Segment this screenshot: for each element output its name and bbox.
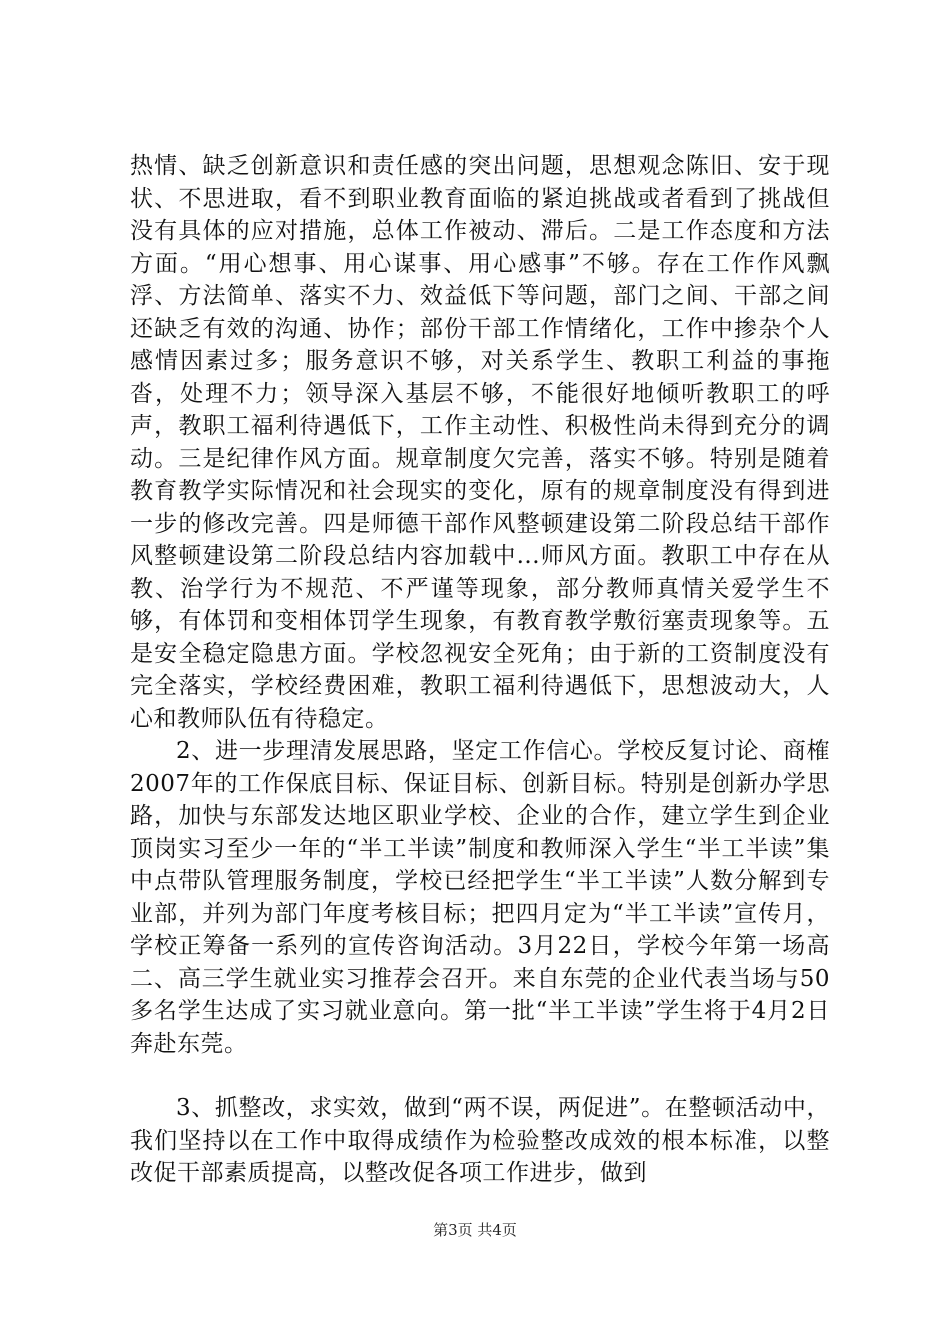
page-footer: 第3页 共4页 <box>433 1221 517 1239</box>
paragraph-continuation: 热情、缺乏创新意识和责任感的突出问题，思想观念陈旧、安于现状、不思进取，看不到职业教育面临的紧迫挑战或者看到了挑战但没有具体的应对措施，总体工作被动、滞后。二是工作态度和方法方面。“用心想事、用心谋事、用心感事”不够。存在工作作风飘浮、方法简单、落实不力、效益低下等问题，部门之间、干部之间还缺乏有效的沟通、协作；部份干部工作情绪化，工作中掺杂个人感情因素过多；服务意识不够，对关系学生、教职工利益的事拖沓，处理不力；领导深入基层不够，不能很好地倾听教职工的呼声，教职工福利待遇低下，工作主动性、积极性尚未得到充分的调动。三是纪律作风方面。规章制度欠完善，落实不够。特别是随着教育教学实际情况和社会现实的变化，原有的规章制度没有得到进一步的修改完善。四是师德干部作风整顿建设第二阶段总结干部作风整顿建设第二阶段总结内容加载中...师风方面。教职工中存在从教、治学行为不规范、不严谨等现象，部分教师真情关爱学生不够，有体罚和变相体罚学生现象，有教育教学敷衍塞责现象等。五是安全稳定隐患方面。学校忽视安全死角；由于新的工资制度没有完全落实，学校经费困难，教职工福利待遇低下，思想波动大，人心和教师队伍有待稳定。 <box>130 153 830 732</box>
paragraph-spacer <box>130 1060 830 1092</box>
paragraph-section-3: 3、抓整改，求实效，做到“两不误，两促进”。在整顿活动中，我们坚持以在工作中取得成绩作为检验整改成效的根本标准，以整改促干部素质提高，以整改促各项工作进步，做到 <box>130 1095 830 1186</box>
document-body <box>130 150 830 1190</box>
paragraph-section-2: 2、进一步理清发展思路，坚定工作信心。学校反复讨论、商榷2007年的工作保底目标、保证目标、创新目标。特别是创新办学思路，加快与东部发达地区职业学校、企业的合作，建立学生到企业顶岗实习至少一年的“半工半读”制度和教师深入学生“半工半读”集中点带队管理服务制度，学校已经把学生“半工半读”人数分解到专业部，并列为部门年度考核目标；把四月定为“半工半读”宣传月，学校正筹备一系列的宣传咨询活动。3月22日，学校今年第一场高二、高三学生就业实习推荐会召开。来自东莞的企业代表当场与50多名学生达成了实习就业意向。第一批“半工半读”学生将于4月2日奔赴东莞。 <box>130 738 830 1057</box>
